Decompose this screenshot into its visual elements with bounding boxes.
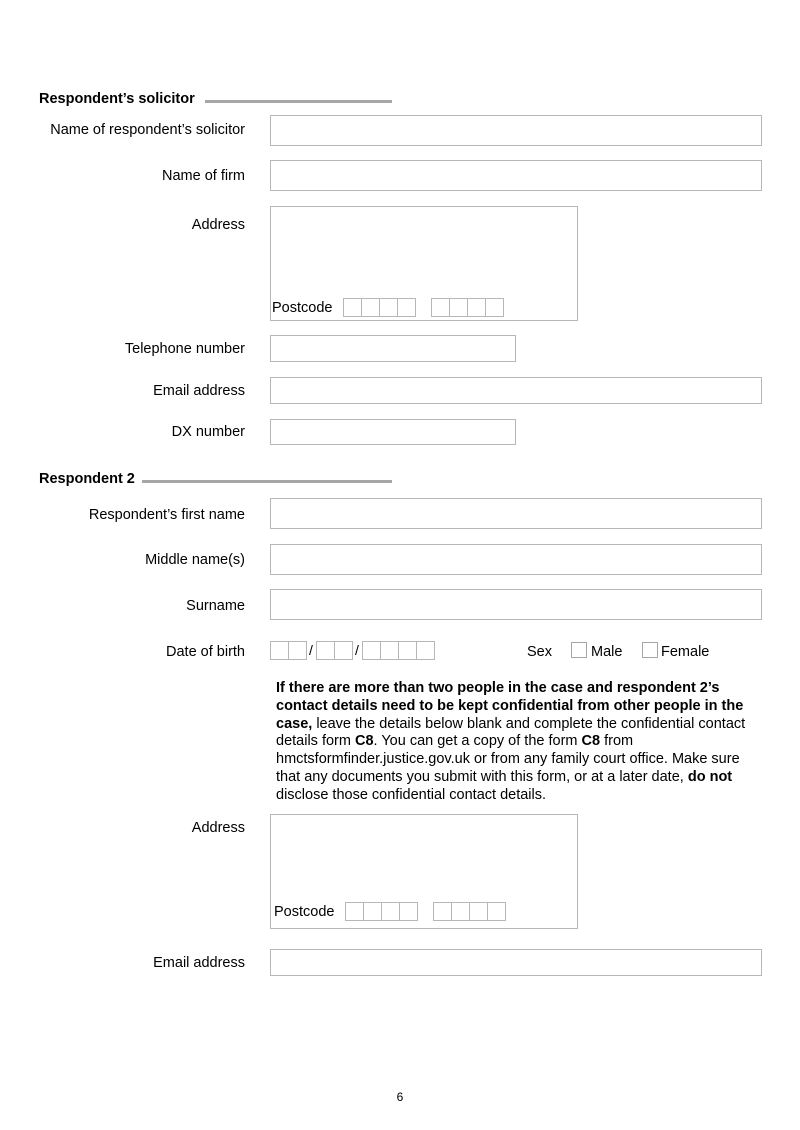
respondent2-email-input[interactable] [270, 949, 762, 976]
dob-month [316, 641, 353, 660]
telephone-input[interactable] [270, 335, 516, 362]
first-name-input[interactable] [270, 498, 762, 529]
section-rule [205, 100, 392, 103]
respondent2-email-label: Email address [153, 955, 245, 971]
dob-day-cell[interactable] [288, 641, 307, 660]
respondent2-address-label: Address [191, 820, 245, 836]
postcode-cell[interactable] [345, 902, 364, 921]
notice-form-code: C8 [581, 733, 601, 750]
solicitor-postcode-label: Postcode [272, 300, 333, 316]
middle-name-input[interactable] [270, 544, 762, 575]
postcode-cell[interactable] [361, 298, 380, 317]
solicitor-postcode-inward [431, 298, 504, 317]
postcode-cell[interactable] [431, 298, 450, 317]
solicitor-name-input[interactable] [270, 115, 762, 146]
solicitor-address-input[interactable] [271, 207, 577, 295]
male-checkbox[interactable] [571, 642, 587, 658]
postcode-cell[interactable] [487, 902, 506, 921]
dob-year-cell[interactable] [380, 641, 399, 660]
telephone-label: Telephone number [124, 341, 245, 357]
postcode-cell[interactable] [449, 298, 468, 317]
notice-text: . You can get a copy of the form [373, 733, 582, 750]
postcode-cell[interactable] [485, 298, 504, 317]
respondent2-address-input[interactable] [271, 815, 577, 903]
solicitor-address-box [270, 206, 578, 321]
notice-text: from hmctsformfinder.justice.gov.uk or from any family court office. Make sure that any documents you submit with this form, or at a later date, [276, 733, 740, 785]
postcode-cell[interactable] [467, 298, 486, 317]
notice-bold-intro: If there are more than two people in the case and respondent 2’s contact details need to be kept confidential from other people in the case, [276, 680, 744, 732]
surname-label: Surname [186, 598, 245, 614]
notice-form-code: C8 [354, 733, 374, 750]
middle-name-label: Middle name(s) [145, 552, 245, 568]
solicitor-postcode-outward [343, 298, 416, 317]
solicitor-address-label: Address [191, 217, 245, 233]
respondent2-address-box [270, 814, 578, 929]
notice-text: leave the details below blank and complete the confidential contact details form [276, 715, 746, 750]
postcode-cell[interactable] [343, 298, 362, 317]
respondent2-postcode-label: Postcode [274, 904, 335, 920]
postcode-cell[interactable] [397, 298, 416, 317]
firm-name-input[interactable] [270, 160, 762, 191]
dx-number-input[interactable] [270, 419, 516, 445]
dob-year-cell[interactable] [362, 641, 381, 660]
dob-month-cell[interactable] [334, 641, 353, 660]
dob-year-cell[interactable] [416, 641, 435, 660]
dx-number-label: DX number [171, 424, 245, 440]
page-number: 6 [396, 1090, 404, 1104]
male-label: Male [591, 644, 623, 660]
section-title-respondents-solicitor: Respondent’s solicitor [39, 91, 195, 107]
confidentiality-notice [276, 680, 766, 805]
section-rule [142, 480, 392, 483]
section-title-respondent-2: Respondent 2 [39, 471, 135, 487]
dob-separator: / [355, 642, 359, 658]
solicitor-email-input[interactable] [270, 377, 762, 404]
date-of-birth-label: Date of birth [166, 644, 245, 660]
dob-month-cell[interactable] [316, 641, 335, 660]
dob-separator: / [309, 642, 313, 658]
dob-day [270, 641, 307, 660]
postcode-cell[interactable] [451, 902, 470, 921]
sex-label: Sex [527, 644, 552, 660]
female-checkbox[interactable] [642, 642, 658, 658]
dob-year-cell[interactable] [398, 641, 417, 660]
firm-name-label: Name of firm [162, 168, 245, 184]
surname-input[interactable] [270, 589, 762, 620]
postcode-cell[interactable] [433, 902, 452, 921]
postcode-cell[interactable] [363, 902, 382, 921]
solicitor-email-label: Email address [153, 383, 245, 399]
respondent2-postcode-inward [433, 902, 506, 921]
postcode-cell[interactable] [469, 902, 488, 921]
solicitor-name-label: Name of respondent’s solicitor [50, 122, 245, 138]
postcode-cell[interactable] [381, 902, 400, 921]
notice-do-not: do not [687, 768, 733, 785]
first-name-label: Respondent’s first name [88, 507, 245, 523]
postcode-cell[interactable] [379, 298, 398, 317]
female-label: Female [661, 644, 710, 660]
dob-year [362, 641, 435, 660]
postcode-cell[interactable] [399, 902, 418, 921]
respondent2-postcode-outward [345, 902, 418, 921]
dob-day-cell[interactable] [270, 641, 289, 660]
notice-text: disclose those confidential contact details. [276, 786, 547, 803]
